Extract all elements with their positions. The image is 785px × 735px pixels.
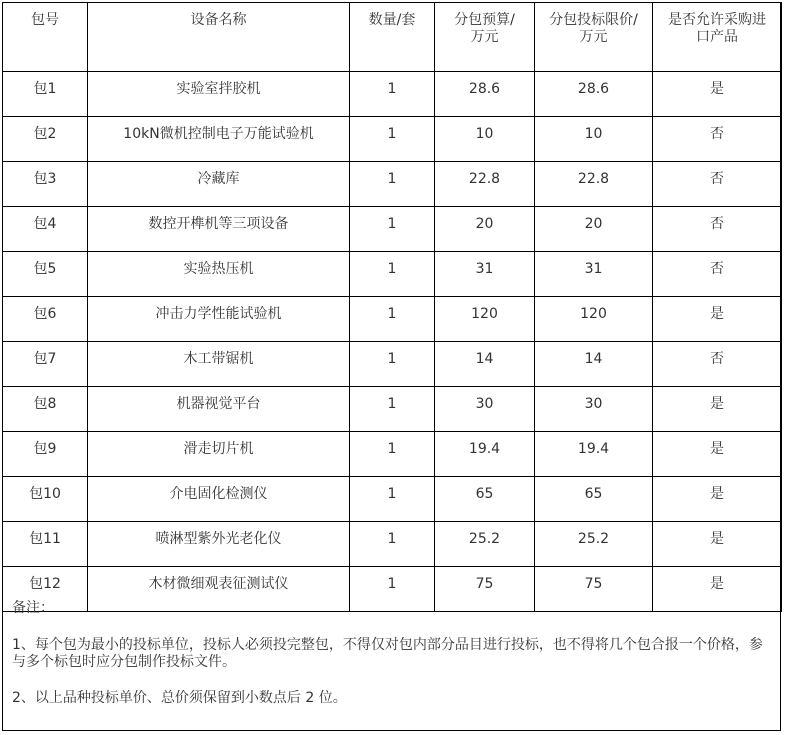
cell-bid-limit: 14 <box>535 342 653 387</box>
cell-package-no: 包12 <box>3 567 88 612</box>
cell-bid-limit: 31 <box>535 252 653 297</box>
cell-quantity: 1 <box>350 252 435 297</box>
table-row <box>3 252 782 297</box>
cell-import-allowed: 是 <box>653 387 782 432</box>
note-item-1: 1、每个包为最小的投标单位，投标人必须投完整包，不得仅对包内部分品目进行投标，也不得将几个包合报一个价格，参与多个标包时应分包制作投标文件。 <box>12 637 763 670</box>
cell-package-no: 包7 <box>3 342 88 387</box>
table-row <box>3 342 782 387</box>
cell-budget: 30 <box>435 387 535 432</box>
cell-equipment-name: 10kN微机控制电子万能试验机 <box>88 117 350 162</box>
cell-budget: 14 <box>435 342 535 387</box>
cell-package-no: 包11 <box>3 522 88 567</box>
cell-budget: 120 <box>435 297 535 342</box>
note-item-2: 2、以上品种投标单价、总价须保留到小数点后 2 位。 <box>12 690 347 706</box>
table-row <box>3 162 782 207</box>
header-quantity: 数量/套 <box>350 3 435 72</box>
table-row <box>3 72 782 117</box>
cell-budget: 19.4 <box>435 432 535 477</box>
cell-bid-limit: 22.8 <box>535 162 653 207</box>
cell-equipment-name: 数控开榫机等三项设备 <box>88 207 350 252</box>
cell-equipment-name: 滑走切片机 <box>88 432 350 477</box>
cell-budget: 25.2 <box>435 522 535 567</box>
cell-quantity: 1 <box>350 432 435 477</box>
cell-bid-limit: 30 <box>535 387 653 432</box>
cell-quantity: 1 <box>350 342 435 387</box>
package-table <box>2 2 782 612</box>
cell-quantity: 1 <box>350 567 435 612</box>
cell-quantity: 1 <box>350 297 435 342</box>
table-row <box>3 297 782 342</box>
header-package-no: 包号 <box>3 3 88 72</box>
cell-quantity: 1 <box>350 72 435 117</box>
cell-bid-limit: 120 <box>535 297 653 342</box>
table-row <box>3 117 782 162</box>
cell-equipment-name: 实验热压机 <box>88 252 350 297</box>
cell-quantity: 1 <box>350 522 435 567</box>
cell-import-allowed: 是 <box>653 477 782 522</box>
cell-bid-limit: 25.2 <box>535 522 653 567</box>
cell-package-no: 包8 <box>3 387 88 432</box>
cell-budget: 10 <box>435 117 535 162</box>
cell-import-allowed: 是 <box>653 297 782 342</box>
cell-equipment-name: 木工带锯机 <box>88 342 350 387</box>
cell-quantity: 1 <box>350 117 435 162</box>
cell-import-allowed: 是 <box>653 567 782 612</box>
header-import-allowed: 是否允许采购进 口产品 <box>653 3 782 72</box>
cell-equipment-name: 冲击力学性能试验机 <box>88 297 350 342</box>
cell-bid-limit: 20 <box>535 207 653 252</box>
cell-import-allowed: 否 <box>653 117 782 162</box>
cell-quantity: 1 <box>350 207 435 252</box>
cell-package-no: 包4 <box>3 207 88 252</box>
cell-equipment-name: 机器视觉平台 <box>88 387 350 432</box>
cell-bid-limit: 19.4 <box>535 432 653 477</box>
cell-import-allowed: 否 <box>653 252 782 297</box>
cell-package-no: 包9 <box>3 432 88 477</box>
table-row <box>3 387 782 432</box>
cell-equipment-name: 冷藏库 <box>88 162 350 207</box>
cell-import-allowed: 否 <box>653 207 782 252</box>
cell-equipment-name: 介电固化检测仪 <box>88 477 350 522</box>
cell-package-no: 包10 <box>3 477 88 522</box>
cell-bid-limit: 65 <box>535 477 653 522</box>
table-row <box>3 522 782 567</box>
cell-equipment-name: 喷淋型紫外光老化仪 <box>88 522 350 567</box>
cell-budget: 20 <box>435 207 535 252</box>
header-bid-limit: 分包投标限价/ 万元 <box>535 3 653 72</box>
cell-equipment-name: 实验室拌胶机 <box>88 72 350 117</box>
table-row <box>3 477 782 522</box>
cell-bid-limit: 28.6 <box>535 72 653 117</box>
table-header-row <box>3 3 782 72</box>
header-equipment-name: 设备名称 <box>88 3 350 72</box>
cell-budget: 28.6 <box>435 72 535 117</box>
cell-import-allowed: 否 <box>653 342 782 387</box>
table-row <box>3 432 782 477</box>
header-budget: 分包预算/ 万元 <box>435 3 535 72</box>
cell-equipment-name: 木材微细观表征测试仪 <box>88 567 350 612</box>
cell-import-allowed: 否 <box>653 162 782 207</box>
cell-budget: 31 <box>435 252 535 297</box>
cell-package-no: 包6 <box>3 297 88 342</box>
cell-import-allowed: 是 <box>653 522 782 567</box>
cell-budget: 65 <box>435 477 535 522</box>
cell-bid-limit: 10 <box>535 117 653 162</box>
cell-import-allowed: 是 <box>653 72 782 117</box>
notes-section <box>3 596 780 730</box>
cell-package-no: 包1 <box>3 72 88 117</box>
cell-quantity: 1 <box>350 387 435 432</box>
cell-budget: 75 <box>435 567 535 612</box>
table-row <box>3 207 782 252</box>
cell-quantity: 1 <box>350 162 435 207</box>
cell-quantity: 1 <box>350 477 435 522</box>
cell-package-no: 包2 <box>3 117 88 162</box>
cell-package-no: 包3 <box>3 162 88 207</box>
cell-budget: 22.8 <box>435 162 535 207</box>
cell-package-no: 包5 <box>3 252 88 297</box>
cell-import-allowed: 是 <box>653 432 782 477</box>
notes-title: 备注： <box>12 600 54 616</box>
cell-bid-limit: 75 <box>535 567 653 612</box>
